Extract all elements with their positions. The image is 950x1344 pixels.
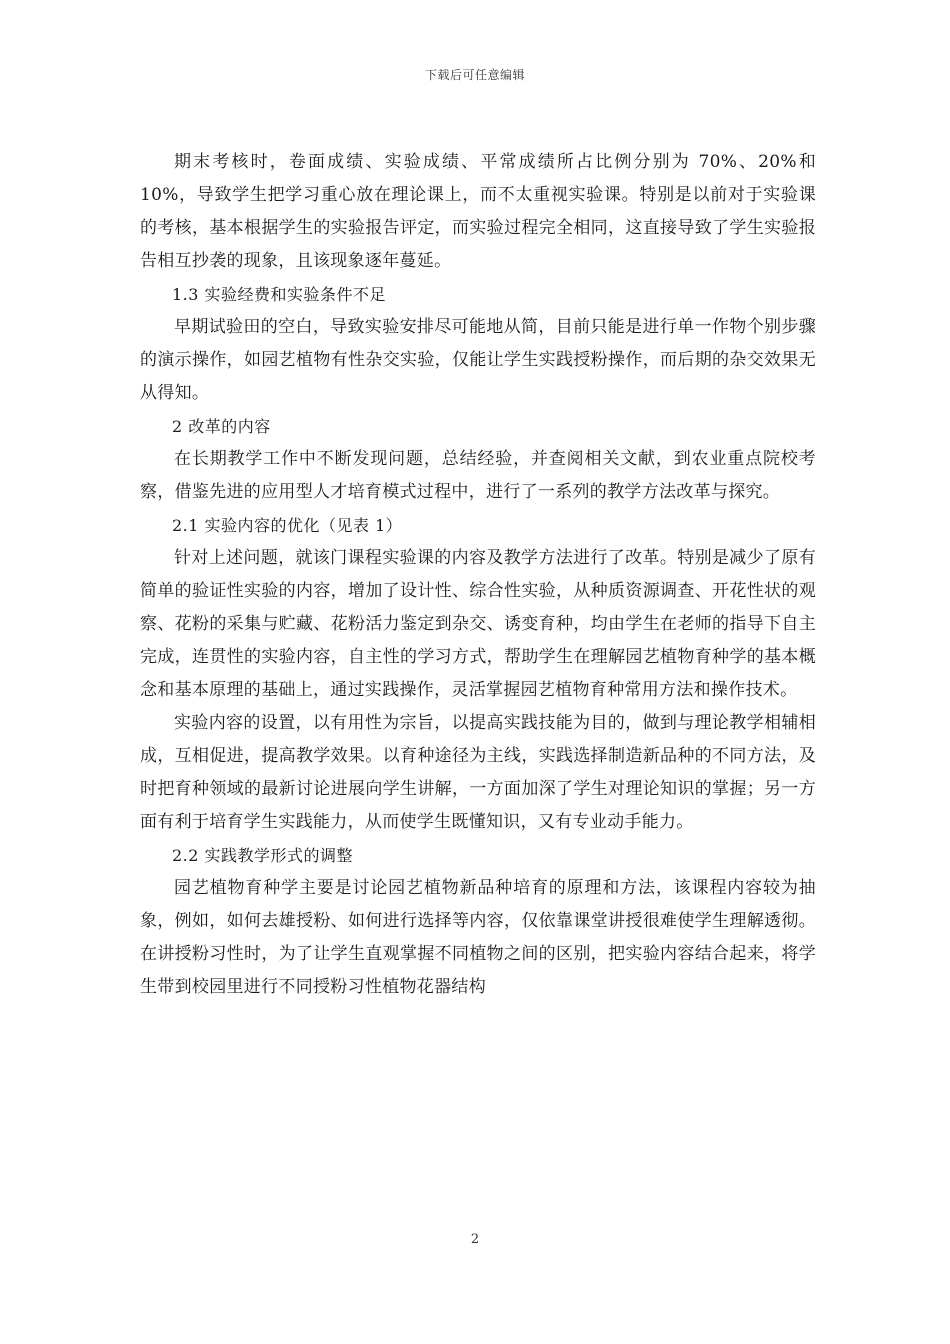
paragraph-test-field: 早期试验田的空白，导致实验安排尽可能地从简，目前只能是进行单一作物个别步骤的演示操作，如园艺植物有性杂交实验，仅能让学生实践授粉操作，而后期的杂交效果无从得知。	[140, 317, 816, 403]
document-body	[140, 146, 816, 1004]
paragraph-content-setting: 实验内容的设置，以有用性为宗旨，以提高实践技能为目的，做到与理论教学相辅相成，互相促进，提高教学效果。以育种途径为主线，实践选择制造新品种的不同方法，及时把育种领域的最新讨论进展向学生讲解，一方面加深了学生对理论知识的掌握；另一方面有利于培育学生实践能力，从而使学生既懂知识，又有专业动手能力。	[140, 713, 816, 832]
paragraph-content-optimization: 针对上述问题，就该门课程实验课的内容及教学方法进行了改革。特别是减少了原有简单的验证性实验的内容，增加了设计性、综合性实验，从种质资源调查、开花性状的观察、花粉的采集与贮藏、花粉活力鉴定到杂交、诱变育种，均由学生在老师的指导下自主完成，连贯性的实验内容，自主性的学习方式，帮助学生在理解园艺植物育种学的基本概念和基本原理的基础上，通过实践操作，灵活掌握园艺植物育种常用方法和操作技术。	[140, 548, 816, 700]
section-heading-2-2: 2.2 实践教学形式的调整	[172, 846, 354, 865]
section-heading-2-1: 2.1 实验内容的优化（见表 1）	[172, 516, 403, 535]
section-heading-2: 2 改革的内容	[172, 417, 271, 436]
paragraph-exam-assessment: 期末考核时，卷面成绩、实验成绩、平常成绩所占比例分别为 70%、20%和 10%，导致学生把学习重心放在理论课上，而不太重视实验课。特别是以前对于实验课的考核，基本根据学生的实验报告评定，而实验过程完全相同，这直接导致了学生实验报告相互抄袭的现象，且该现象逐年蔓延。	[140, 152, 816, 271]
page-number: 2	[470, 1232, 480, 1247]
section-heading-1-3: 1.3 实验经费和实验条件不足	[172, 285, 387, 304]
page-header: 下载后可任意编辑	[424, 68, 525, 82]
paragraph-teaching-form: 园艺植物育种学主要是讨论园艺植物新品种培育的原理和方法，该课程内容较为抽象，例如，如何去雄授粉、如何进行选择等内容，仅依靠课堂讲授很难使学生理解透彻。在讲授粉习性时，为了让学生直观掌握不同植物之间的区别，把实验内容结合起来，将学生带到校园里进行不同授粉习性植物花器结构	[140, 878, 816, 997]
paragraph-reform-intro: 在长期教学工作中不断发现问题，总结经验，并查阅相关文献，到农业重点院校考察，借鉴先进的应用型人才培育模式过程中，进行了一系列的教学方法改革与探究。	[140, 449, 816, 502]
